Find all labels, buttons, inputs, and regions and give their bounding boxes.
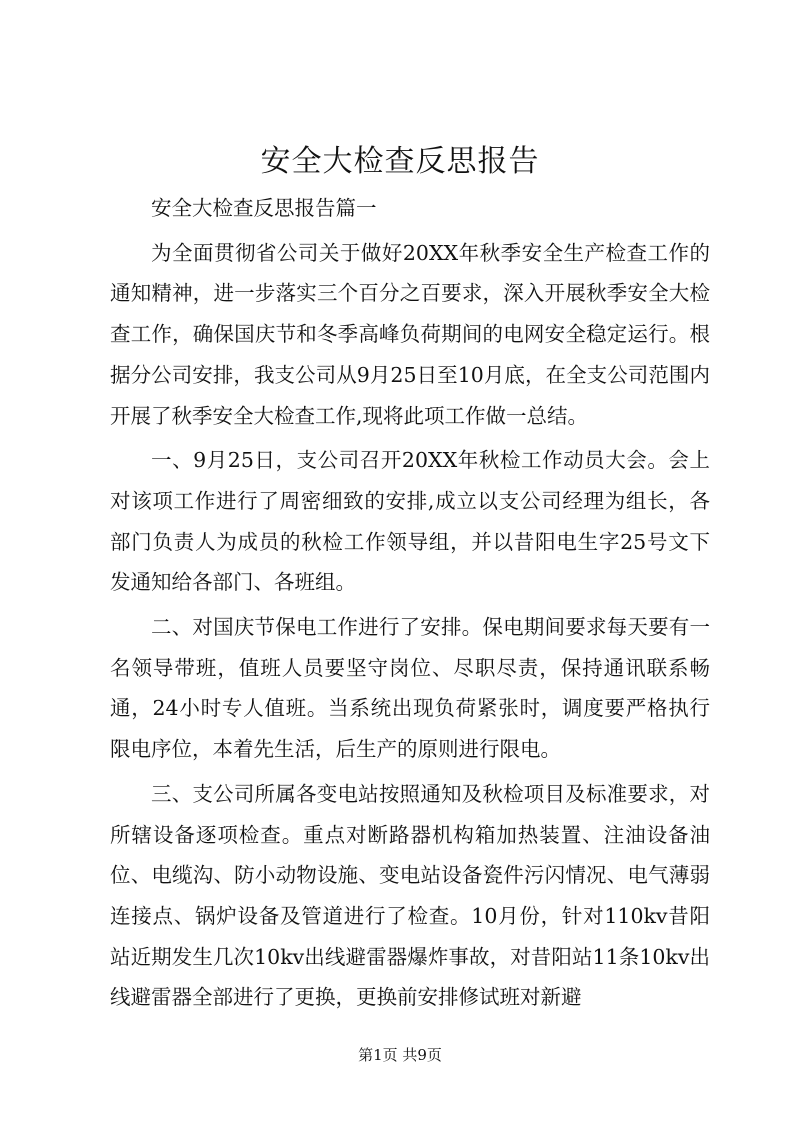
paragraph-intro: 为全面贯彻省公司关于做好20XX年秋季安全生产检查工作的通知精神，进一步落实三个百分之百要求，深入开展秋季安全大检查工作，确保国庆节和冬季高峰负荷期间的电网安全稳定运行。根据分公司安排，我支公司从9月25日至10月底，在全支公司范围内开展了秋季安全大检查工作,现将此项工作做一总结。 [110,240,710,428]
document-title: 安全大检查反思报告 [260,144,540,179]
paragraph-item-3: 三、支公司所属各变电站按照通知及秋检项目及标准要求，对所辖设备逐项检查。重点对断路器机构箱加热装置、注油设备油位、电缆沟、防小动物设施、变电站设备瓷件污闪情况、电气薄弱连接点、锅炉设备及管道进行了检查。10月份，针对110kv昔阳站近期发生几次10kv出线避雷器爆炸事故，对昔阳站11条10kv出线避雷器全部进行了更换，更换前安排修试班对新避 [110,781,710,1010]
page-number-footer: 第1页 共9页 [358,1046,442,1064]
paragraph-item-1: 一、9月25日，支公司召开20XX年秋检工作动员大会。会上对该项工作进行了周密细致的安排,成立以支公司经理为组长，各部门负责人为成员的秋检工作领导组，并以昔阳电生字25号文下发通知给各部门、各班组。 [110,448,710,595]
document-body [110,188,710,1022]
section-heading: 安全大检查反思报告篇一 [151,196,377,220]
paragraph-item-2: 二、对国庆节保电工作进行了安排。保电期间要求每天要有一名领导带班，值班人员要坚守岗位、尽职尽责，保持通讯联系畅通，24小时专人值班。当系统出现负荷紧张时，调度要严格执行限电序位，本着先生活，后生产的原则进行限电。 [110,615,710,762]
